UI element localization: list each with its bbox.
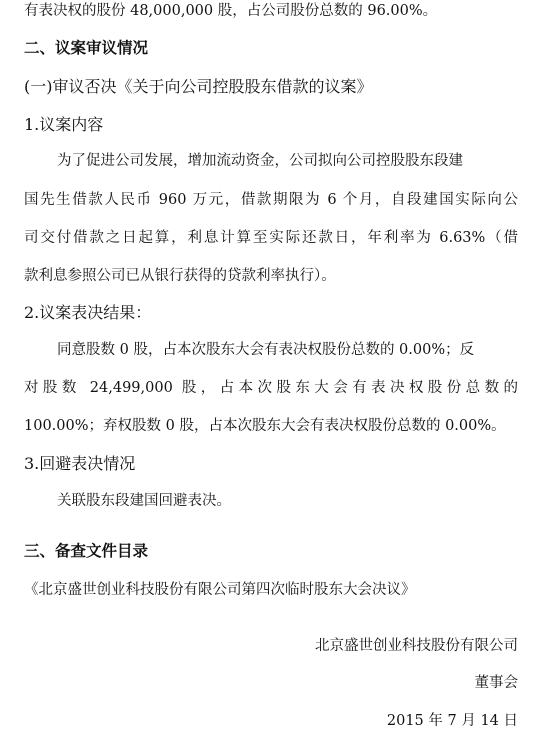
section-heading-files: 三、备查文件目录 (24, 542, 149, 560)
section-heading-review: 二、议案审议情况 (24, 39, 149, 57)
signature-date: 2015 年 7 月 14 日 (386, 713, 518, 729)
top-line: 有表决权的股份 48,000,000 股，占公司股份总数的 96.00%。 (24, 3, 438, 19)
content-line-4: 款利息参照公司已从银行获得的贷款利率执行）。 (24, 268, 336, 284)
content-line-1: 为了促进公司发展，增加流动资金，公司拟向公司控股股东段建 (57, 153, 463, 169)
recusal-text: 关联股东段建国回避表决。 (57, 493, 231, 509)
item-recusal-heading: 3.回避表决情况 (24, 454, 136, 473)
item-vote-heading: 2.议案表决结果： (24, 303, 152, 322)
vote-line-3: 100.00%；弃权股数 0 股，占本次股东大会有表决权股份总数的 0.00%。 (24, 418, 506, 434)
content-line-3: 司交付借款之日起算，利息计算至实际还款日，年利率为 6.63%（借 (24, 230, 518, 246)
item-content-heading: 1.议案内容 (24, 115, 104, 134)
motion-title: (一)审议否决《关于向公司控股股东借款的议案》 (24, 77, 373, 96)
signature-board: 董事会 (474, 675, 518, 691)
signature-company: 北京盛世创业科技股份有限公司 (315, 638, 518, 654)
file-list-item: 《北京盛世创业科技股份有限公司第四次临时股东大会决议》 (24, 582, 416, 598)
content-line-2: 国先生借款人民币 960 万元，借款期限为 6 个月，自段建国实际向公 (24, 192, 518, 208)
vote-line-1: 同意股数 0 股，占本次股东大会有表决权股份总数的 0.00%；反 (57, 342, 475, 358)
vote-line-2: 对股数 24,499,000 股，占本次股东大会有表决权股份总数的 (24, 380, 518, 396)
